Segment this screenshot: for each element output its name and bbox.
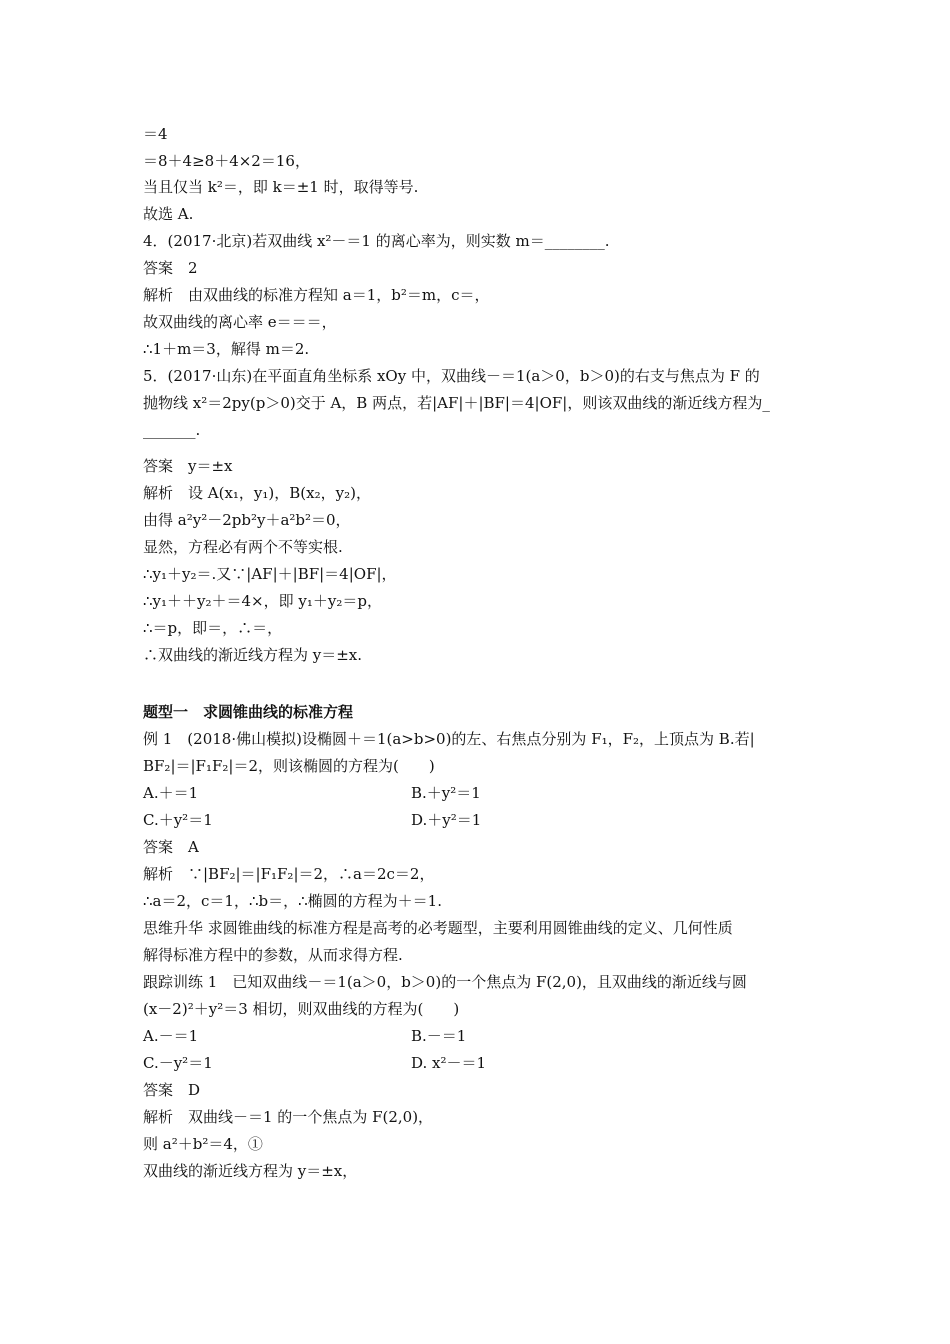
answer-example-1: 答案 A: [143, 838, 199, 856]
text-line: 抛物线 x²＝2py(p＞0)交于 A，B 两点，若|AF|＋|BF|＝4|OF|，则该双曲线的渐近线方程为_: [143, 394, 770, 412]
option-d: D.＋y²＝1: [411, 811, 482, 829]
option-b: B.＋y²＝1: [411, 784, 481, 802]
text-line: 由得 a²y²－2pb²y＋a²b²＝0，: [143, 511, 351, 529]
training-1: 跟踪训练 1 已知双曲线－＝1(a＞0，b＞0)的一个焦点为 F(2,0)，且双曲线的渐近线与圆: [143, 973, 747, 991]
analysis-4: 解析 由双曲线的标准方程知 a＝1，b²＝m，c＝，: [143, 286, 490, 304]
problem-5: 5．(2017·山东)在平面直角坐标系 xOy 中，双曲线－＝1(a＞0，b＞0)的右支与焦点为 F 的: [143, 367, 760, 385]
answer-5: 答案 y＝±x: [143, 457, 233, 475]
problem-4: 4．(2017·北京)若双曲线 x²－＝1 的离心率为，则实数 m＝________.: [143, 232, 610, 250]
text-line: 解得标准方程中的参数，从而求得方程.: [143, 946, 403, 964]
option-b: B.－＝1: [411, 1027, 467, 1045]
example-1: 例 1 (2018·佛山模拟)设椭圆＋＝1(a>b>0)的左、右焦点分别为 F₁，F₂，上顶点为 B.若|: [143, 730, 755, 748]
option-a: A.＋＝1: [143, 784, 199, 802]
analysis-5: 解析 设 A(x₁，y₁)，B(x₂，y₂)，: [143, 484, 371, 502]
text-line: ＝8＋4≥8＋4×2＝16，: [143, 152, 310, 170]
text-line: (x－2)²＋y²＝3 相切，则双曲线的方程为( ): [143, 1000, 460, 1018]
text-line: ∴＝p，即＝，∴＝，: [143, 619, 283, 637]
option-c: C.－y²＝1: [143, 1054, 213, 1072]
analysis-example-1: 解析 ∵|BF₂|＝|F₁F₂|＝2，∴a＝2c＝2，: [143, 865, 435, 883]
text-line: _______.: [143, 421, 201, 439]
answer-training-1: 答案 D: [143, 1081, 201, 1099]
text-line: 则 a²＋b²＝4，①: [143, 1135, 263, 1153]
option-d: D. x²－＝1: [411, 1054, 487, 1072]
analysis-training-1: 解析 双曲线－＝1 的一个焦点为 F(2,0)，: [143, 1108, 434, 1126]
option-c: C.＋y²＝1: [143, 811, 213, 829]
text-line: ∴y₁＋＋y₂＋＝4×，即 y₁＋y₂＝p，: [143, 592, 382, 610]
text-line: ∴y₁＋y₂＝.又∵|AF|＋|BF|＝4|OF|，: [143, 565, 397, 583]
text-line: ∴a＝2，c＝1，∴b＝，∴椭圆的方程为＋＝1.: [143, 892, 442, 910]
text-line: ∴双曲线的渐近线方程为 y＝±x.: [143, 646, 363, 664]
option-a: A.－＝1: [143, 1027, 199, 1045]
text-line: ∴1＋m＝3，解得 m＝2.: [143, 340, 310, 358]
text-line: ＝4: [143, 125, 168, 143]
section-title: 题型一 求圆锥曲线的标准方程: [143, 703, 354, 721]
text-line: 当且仅当 k²＝，即 k＝±1 时，取得等号.: [143, 178, 419, 196]
text-line: 故选 A.: [143, 205, 194, 223]
text-line: 双曲线的渐近线方程为 y＝±x，: [143, 1162, 358, 1180]
text-line: BF₂|＝|F₁F₂|＝2，则该椭圆的方程为( ): [143, 757, 435, 775]
text-line: 故双曲线的离心率 e＝＝＝，: [143, 313, 337, 331]
text-line: 显然，方程必有两个不等实根.: [143, 538, 343, 556]
answer-4: 答案 2: [143, 259, 198, 277]
summary: 思维升华 求圆锥曲线的标准方程是高考的必考题型，主要利用圆锥曲线的定义、几何性质: [143, 919, 733, 937]
